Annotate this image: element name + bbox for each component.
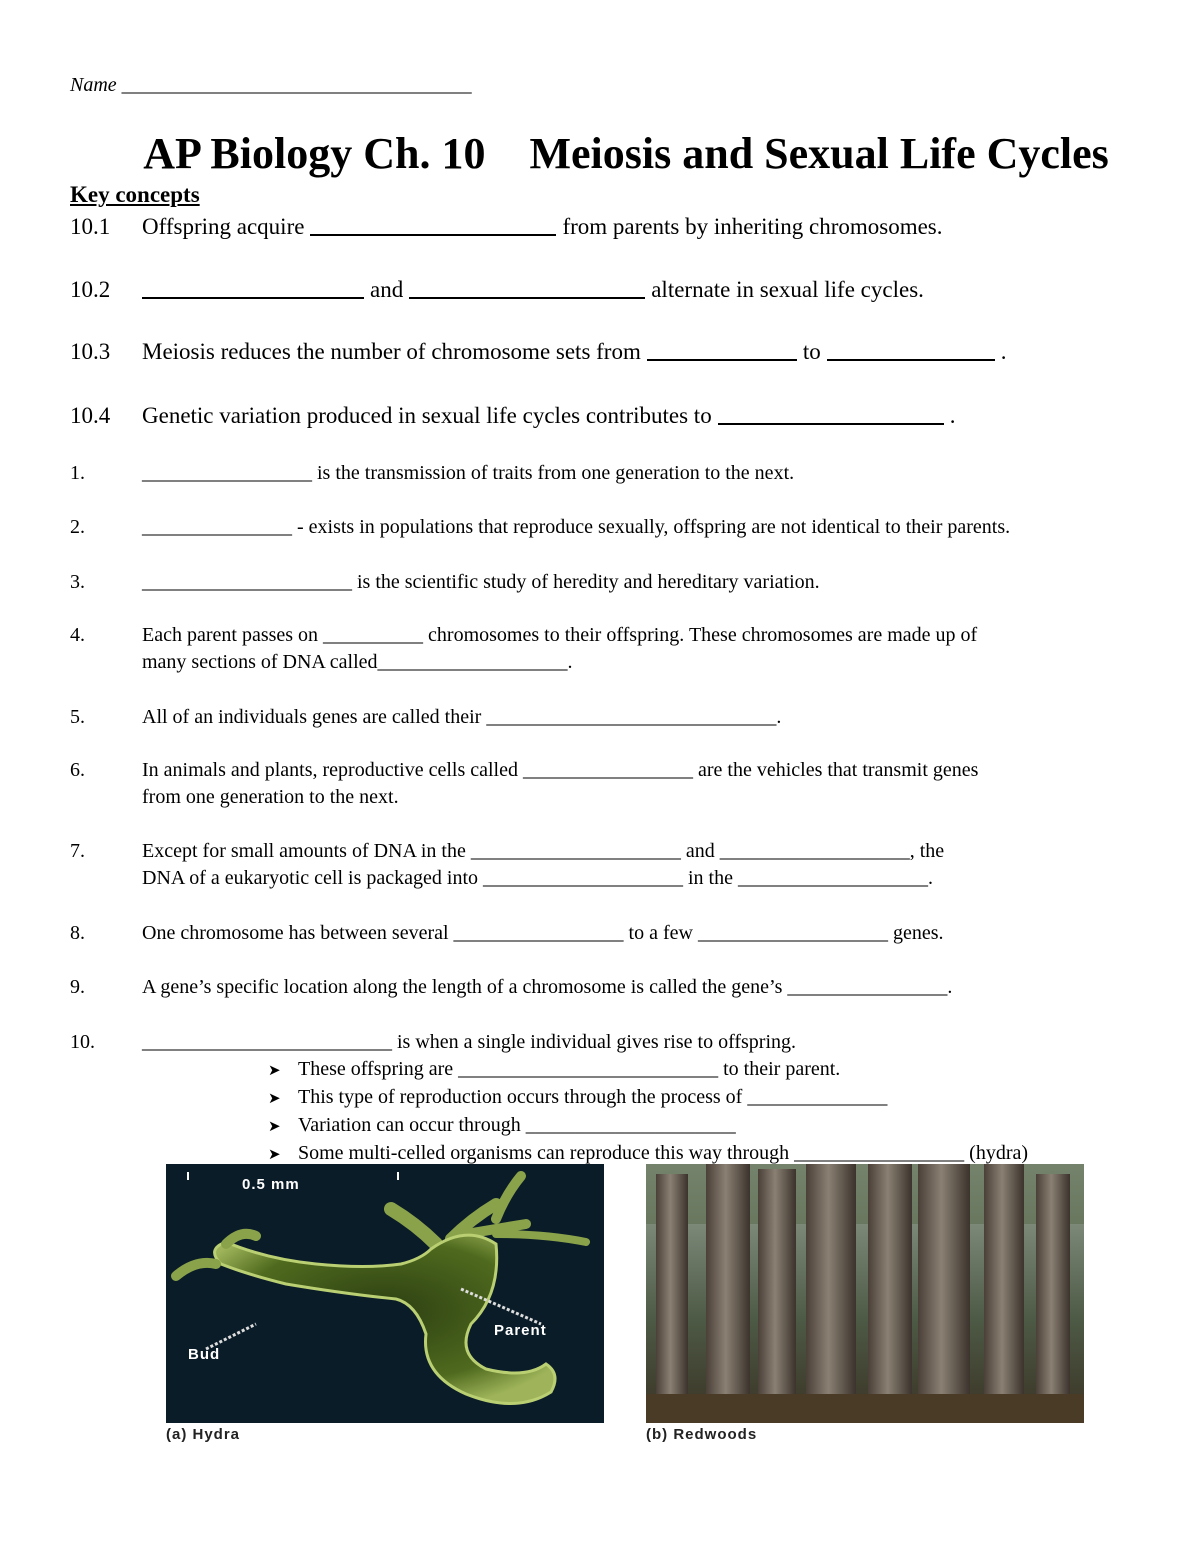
concept-10-4: [70, 403, 955, 429]
question-text: Except for small amounts of DNA in the _____________________ and ___________________, the: [142, 840, 945, 862]
bullet-text: These offspring are __________________________ to their parent.: [298, 1058, 841, 1080]
question-text: _____________________ is the scientific study of heredity and hereditary variation.: [142, 571, 820, 593]
question-number: 8.: [70, 922, 85, 944]
question-text: from one generation to the next.: [142, 786, 399, 808]
question-text: DNA of a eukaryotic cell is packaged into ____________________ in the ___________________.: [142, 867, 933, 889]
bullet-text: Some multi-celled organisms can reproduce this way through _________________ (hydra): [298, 1142, 1029, 1164]
concept-text: Meiosis reduces the number of chromosome sets from: [142, 339, 641, 364]
question-text: many sections of DNA called___________________.: [142, 651, 573, 673]
concept-text: to: [802, 339, 821, 364]
parent-label: Parent: [494, 1322, 547, 1339]
question-number: 9.: [70, 976, 85, 998]
fill-blank[interactable]: [310, 233, 556, 236]
question-text: One chromosome has between several _________________ to a few ___________________ genes.: [142, 922, 944, 944]
question-text: _______________ - exists in populations that reproduce sexually, offspring are not identical to their parents.: [142, 516, 1011, 538]
question-text: _________________ is the transmission of traits from one generation to the next.: [142, 462, 795, 484]
concept-number: 10.3: [70, 339, 111, 364]
key-concepts-heading: Key concepts: [70, 182, 200, 207]
question-text: In animals and plants, reproductive cells called _________________ are the vehicles that transmit genes: [142, 759, 979, 781]
concept-text: and: [370, 277, 404, 302]
concept-text: .: [1000, 339, 1007, 364]
asexual-bullets: [268, 1056, 1028, 1168]
fill-blank[interactable]: [142, 296, 364, 299]
concept-text: .: [949, 403, 956, 428]
question-number: 2.: [70, 516, 85, 538]
concept-10-1: [70, 214, 943, 240]
arrow-bullet-icon: ➤: [268, 1061, 281, 1079]
question-text: A gene’s specific location along the length of a chromosome is called the gene’s ________________.: [142, 976, 953, 998]
redwoods-photo: [646, 1164, 1084, 1423]
concept-number: 10.1: [70, 214, 111, 239]
scale-label: 0.5 mm: [242, 1176, 300, 1193]
concept-number: 10.2: [70, 277, 111, 302]
bullet-text: Variation can occur through _____________________: [298, 1114, 736, 1136]
concept-text: Genetic variation produced in sexual life cycles contributes to: [142, 403, 712, 428]
concept-text: alternate in sexual life cycles.: [651, 277, 924, 302]
question-number: 6.: [70, 759, 85, 781]
hydra-illustration: [166, 1164, 604, 1423]
redwoods-illustration: [646, 1164, 1084, 1423]
concept-10-2: [70, 277, 924, 303]
name-field-label: Name ___________________________________: [70, 74, 472, 96]
question-text: All of an individuals genes are called their _____________________________.: [142, 706, 782, 728]
redwoods-caption: (b) Redwoods: [646, 1426, 758, 1443]
question-number: 7.: [70, 840, 85, 862]
arrow-bullet-icon: ➤: [268, 1117, 281, 1135]
question-number: 4.: [70, 624, 85, 646]
question-number: 10.: [70, 1031, 95, 1053]
fill-blank[interactable]: [409, 296, 645, 299]
bullet-item: [268, 1056, 1028, 1084]
bullet-item: [268, 1112, 1028, 1140]
bud-label: Bud: [188, 1346, 221, 1363]
concept-text: Offspring acquire: [142, 214, 305, 239]
concept-number: 10.4: [70, 403, 111, 428]
question-number: 1.: [70, 462, 85, 484]
hydra-photo: [166, 1164, 604, 1423]
page-title: AP Biology Ch. 10 Meiosis and Sexual Life Cycles: [143, 129, 1109, 178]
question-text: Each parent passes on __________ chromosomes to their offspring. These chromosomes are made up of: [142, 624, 978, 646]
hydra-caption: (a) Hydra: [166, 1426, 241, 1443]
fill-blank[interactable]: [647, 358, 797, 361]
concept-10-3: [70, 339, 1007, 365]
bullet-text: This type of reproduction occurs through the process of ______________: [298, 1086, 888, 1108]
question-number: 3.: [70, 571, 85, 593]
arrow-bullet-icon: ➤: [268, 1145, 281, 1163]
question-number: 5.: [70, 706, 85, 728]
fill-blank[interactable]: [718, 422, 944, 425]
arrow-bullet-icon: ➤: [268, 1089, 281, 1107]
question-text: _________________________ is when a single individual gives rise to offspring.: [142, 1031, 797, 1053]
bullet-item: [268, 1084, 1028, 1112]
concept-text: from parents by inheriting chromosomes.: [562, 214, 943, 239]
fill-blank[interactable]: [827, 358, 995, 361]
